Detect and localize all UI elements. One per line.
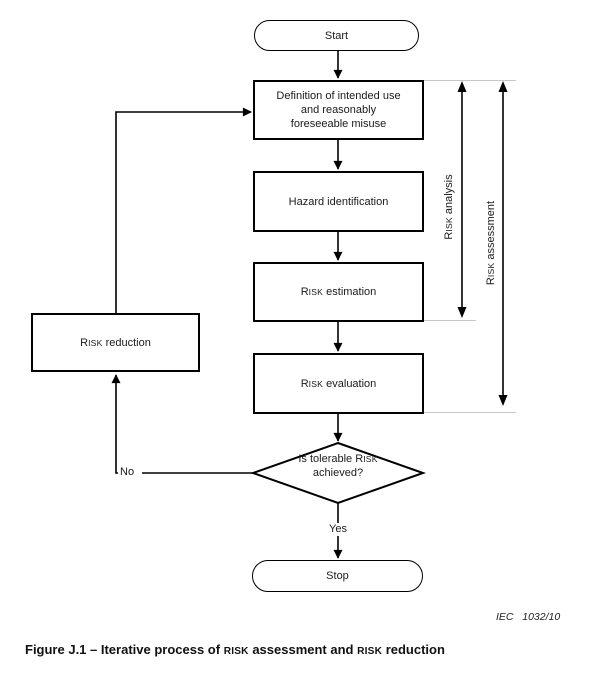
edge-label-no: No: [118, 466, 142, 479]
node-stop-label: Stop: [326, 570, 349, 582]
smallcaps-risk-initial: R: [357, 646, 365, 657]
smallcaps-risk-tail: ISK: [444, 217, 454, 232]
node-reduction-label: RISK reduction: [80, 336, 151, 349]
smallcaps-risk-initial: R: [300, 377, 309, 390]
bracket-label-risk-analysis: RISK analysis: [443, 174, 455, 240]
smallcaps-risk-initial: R: [223, 646, 232, 657]
node-stop: [252, 560, 423, 592]
node-risk-reduction: [31, 313, 200, 372]
smallcaps-risk-initial: R: [443, 231, 455, 240]
node-start: [254, 20, 419, 51]
node-definition: [253, 80, 424, 140]
node-definition-label: Definition of intended use and reasonably foreseeable misuse: [276, 90, 401, 130]
arrowhead-assessment-top: [499, 81, 508, 92]
smallcaps-risk-tail: ISK: [486, 262, 496, 278]
figure-caption: Figure J.1 – Iterative process of RISK assessment and RISK reduction: [25, 642, 445, 657]
node-start-label: Start: [324, 29, 349, 42]
smallcaps-risk-initial: R: [300, 286, 309, 298]
arrowhead-analysis-top: [458, 81, 467, 92]
arrowhead-analysis-bottom: [458, 307, 467, 318]
bracket-label-risk-assessment: RISK assessment: [485, 200, 497, 286]
arrowhead-assessment-bottom: [499, 395, 508, 406]
decision-diamond-label: Is tolerable RISK achieved?: [298, 453, 378, 479]
smallcaps-risk-tail: ISK: [231, 646, 249, 657]
smallcaps-risk-initial: R: [355, 453, 364, 465]
arrow-reduction-to-definition: [116, 112, 251, 313]
node-evaluation-label: RISK evaluation: [300, 377, 377, 390]
node-risk-estimation: [253, 262, 424, 322]
smallcaps-risk-initial: R: [80, 336, 89, 349]
smallcaps-risk-initial: R: [485, 277, 497, 286]
smallcaps-risk-tail: ISK: [363, 454, 378, 464]
node-hazard-identification: [253, 171, 424, 232]
node-hazard-label: Hazard identification: [288, 195, 389, 208]
arrow-decision-no-to-reduction: [116, 375, 253, 473]
smallcaps-risk-tail: ISK: [88, 337, 103, 348]
edge-label-yes: Yes: [324, 523, 352, 536]
smallcaps-risk-tail: ISK: [364, 646, 383, 657]
smallcaps-risk-tail: ISK: [308, 287, 324, 297]
smallcaps-risk-tail: ISK: [308, 378, 324, 389]
drawing-reference: IEC 1032/10: [496, 611, 561, 623]
node-estimation-label: RISK estimation: [300, 286, 377, 298]
node-risk-evaluation: [253, 353, 424, 414]
